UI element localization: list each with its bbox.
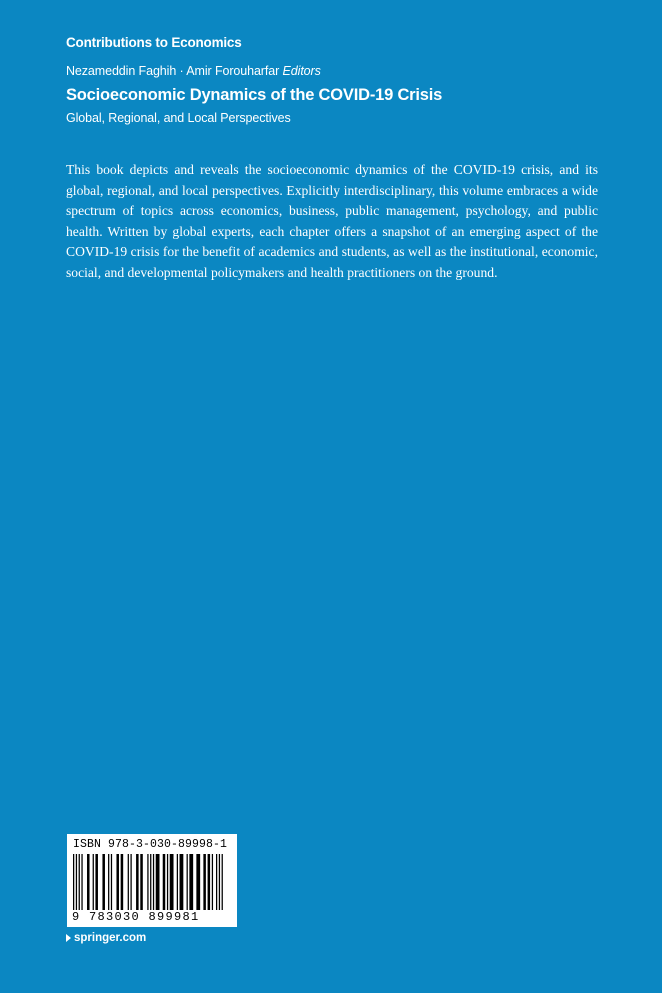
arrow-right-icon — [66, 934, 71, 942]
barcode-bar — [187, 854, 188, 910]
barcode-bar — [219, 854, 220, 910]
barcode-bar — [208, 854, 211, 910]
barcode-bar — [140, 854, 143, 910]
barcode-bar — [150, 854, 151, 910]
barcode-bar — [76, 854, 77, 910]
barcode-bar — [167, 854, 168, 910]
barcode-bar — [87, 854, 90, 910]
barcode-bar — [81, 854, 82, 910]
barcode-bar — [95, 854, 98, 910]
barcode-bar — [189, 854, 193, 910]
barcode-bar — [111, 854, 112, 910]
barcode-bar — [177, 854, 178, 910]
isbn-label: ISBN 978-3-030-89998-1 — [73, 838, 228, 851]
barcode-bar — [170, 854, 174, 910]
barcode-bar — [212, 854, 213, 910]
editor-names: Nezameddin Faghih · Amir Forouharfar — [66, 64, 280, 78]
barcode-bar — [216, 854, 217, 910]
barcode-bar — [130, 854, 131, 910]
barcode-bar — [128, 854, 129, 910]
barcode-bar — [116, 854, 119, 910]
publisher-link[interactable] — [66, 932, 146, 944]
barcode-bar — [203, 854, 206, 910]
barcode-bars — [73, 854, 223, 910]
barcode-bar — [156, 854, 160, 910]
barcode-bar — [93, 854, 94, 910]
barcode-bar — [222, 854, 223, 910]
barcode-bar — [73, 854, 74, 910]
book-subtitle: Global, Regional, and Local Perspectives — [66, 111, 291, 125]
barcode-bar — [147, 854, 148, 910]
barcode-bar — [180, 854, 184, 910]
series-name: Contributions to Economics — [66, 35, 242, 50]
barcode-bar — [163, 854, 166, 910]
book-description: This book depicts and reveals the socioeconomic dynamics of the COVID-19 crisis, and its global, regional, and local perspectives. Explicitly interdisciplinary, this volume embraces a wide spectrum of topics across economics, business, public management, psychology, and public health. Written by global experts, each chapter offers a snapshot of an emerging aspect of the COVID-19 crisis for the benefit of academics and students, as well as the institutional, economic, social, and developmental policymakers and health practitioners on the ground. — [66, 162, 598, 280]
editors-role: Editors — [282, 64, 321, 78]
isbn-barcode — [67, 834, 237, 927]
barcode-bar — [108, 854, 109, 910]
book-title: Socioeconomic Dynamics of the COVID-19 Crisis — [66, 86, 443, 104]
barcode-bar — [121, 854, 124, 910]
barcode-bar — [136, 854, 139, 910]
barcode-bar — [153, 854, 154, 910]
barcode-bar — [79, 854, 80, 910]
barcode-digits: 9 783030 899981 — [72, 910, 200, 924]
publisher-url: springer.com — [74, 932, 147, 944]
barcode-bar — [196, 854, 200, 910]
editors-line — [66, 64, 321, 78]
barcode-bar — [102, 854, 105, 910]
